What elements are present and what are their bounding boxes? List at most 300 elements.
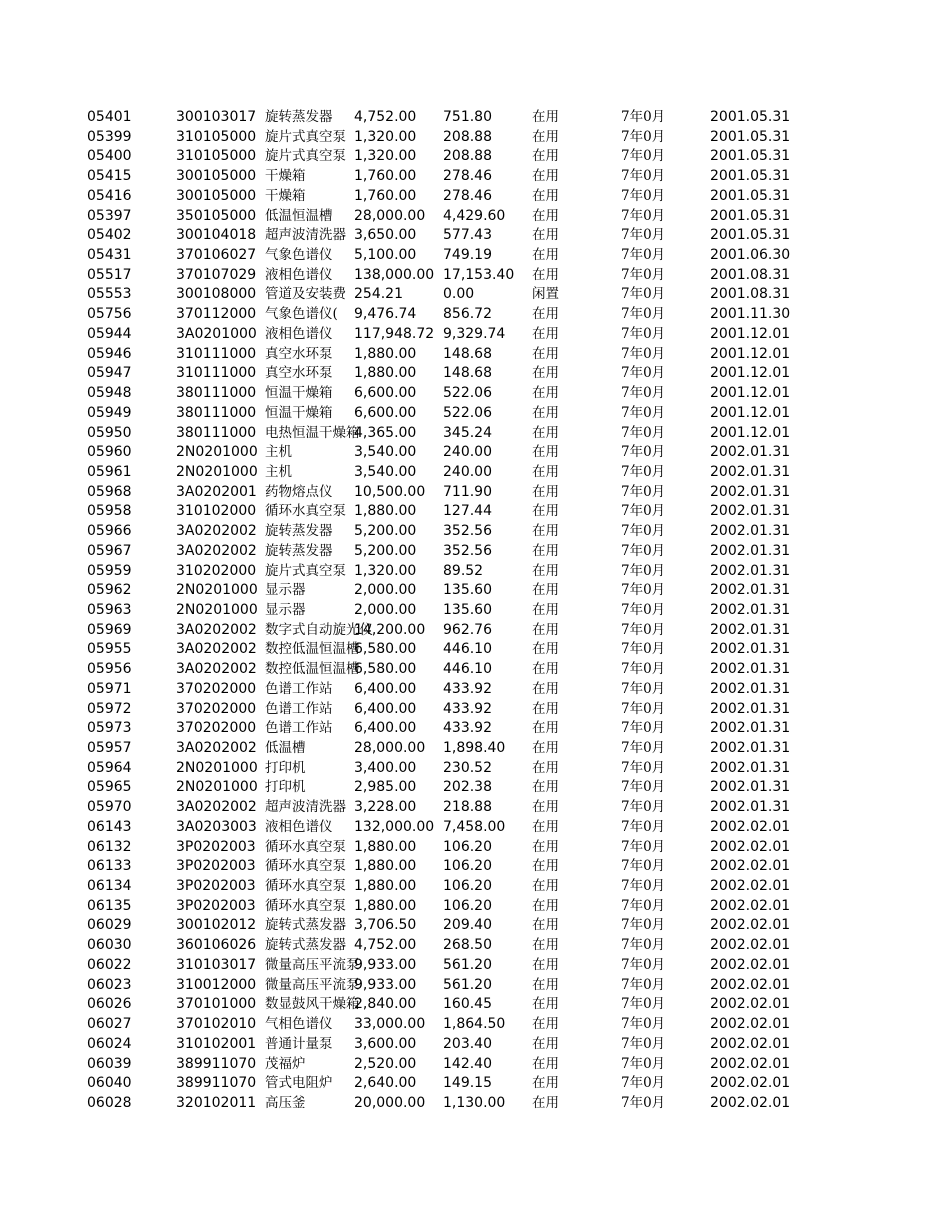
asset-id-cell: 06027 (87, 1016, 132, 1033)
status-cell: 在用 (532, 996, 559, 1013)
net-value-cell: 433.92 (443, 720, 492, 737)
net-value-cell: 106.20 (443, 897, 492, 914)
net-value-cell: 446.10 (443, 641, 492, 658)
category-code-cell: 370202000 (176, 680, 257, 697)
asset-id-cell: 05517 (87, 266, 132, 283)
category-code-cell: 310105000 (176, 128, 257, 145)
service-life-cell: 7年0月 (621, 1035, 666, 1052)
asset-id-cell: 06039 (87, 1055, 132, 1072)
net-value-cell: 106.20 (443, 878, 492, 895)
asset-name-cell: 恒温干燥箱 (265, 385, 333, 402)
date-cell: 2001.08.31 (710, 286, 791, 303)
service-life-cell: 7年0月 (621, 740, 666, 756)
asset-name-cell: 数显鼓风干燥箱 (265, 996, 360, 1013)
net-value-cell: 218.88 (443, 799, 492, 816)
service-life-cell: 7年0月 (621, 641, 666, 658)
status-cell: 在用 (532, 128, 559, 145)
category-code-cell: 389911070 (176, 1055, 257, 1072)
date-cell: 2001.05.31 (710, 168, 791, 185)
category-code-cell: 3P0202003 (176, 878, 256, 895)
date-cell: 2001.05.31 (710, 148, 791, 165)
status-cell: 在用 (532, 168, 559, 185)
category-code-cell: 300105000 (176, 168, 257, 185)
asset-name-cell: 茂福炉 (265, 1055, 306, 1072)
asset-id-cell: 05971 (87, 680, 132, 697)
service-life-cell: 7年0月 (621, 858, 666, 875)
net-value-cell: 561.20 (443, 976, 492, 993)
date-cell: 2002.02.01 (710, 956, 791, 973)
status-cell: 在用 (532, 680, 559, 697)
net-value-cell: 148.68 (443, 345, 492, 362)
status-cell: 在用 (532, 424, 559, 441)
original-value-cell: 3,400.00 (354, 759, 417, 776)
category-code-cell: 3P0202003 (176, 838, 256, 855)
service-life-cell: 7年0月 (621, 247, 666, 264)
service-life-cell: 7年0月 (621, 680, 666, 697)
asset-name-cell: 干燥箱 (265, 187, 306, 204)
category-code-cell: 3A0202002 (176, 661, 257, 678)
date-cell: 2002.01.31 (710, 483, 791, 500)
status-cell: 在用 (532, 661, 559, 678)
date-cell: 2002.02.01 (710, 1016, 791, 1033)
status-cell: 在用 (532, 207, 559, 224)
net-value-cell: 352.56 (443, 523, 492, 540)
category-code-cell: 380111000 (176, 385, 257, 402)
service-life-cell: 7年0月 (621, 1075, 666, 1092)
status-cell: 在用 (532, 503, 559, 520)
net-value-cell: 142.40 (443, 1055, 492, 1072)
service-life-cell: 7年0月 (621, 779, 666, 796)
status-cell: 在用 (532, 720, 559, 737)
status-cell: 在用 (532, 621, 559, 638)
original-value-cell: 2,000.00 (354, 601, 417, 618)
asset-name-cell: 色谱工作站 (265, 680, 333, 697)
original-value-cell: 2,520.00 (354, 1055, 417, 1072)
status-cell: 在用 (532, 799, 559, 816)
date-cell: 2002.01.31 (710, 621, 791, 638)
date-cell: 2002.01.31 (710, 799, 791, 816)
status-cell: 在用 (532, 858, 559, 875)
date-cell: 2002.02.01 (710, 937, 791, 954)
original-value-cell: 3,540.00 (354, 444, 417, 461)
asset-id-cell: 05399 (87, 128, 132, 145)
asset-name-cell: 循环水真空泵 (265, 503, 346, 520)
status-cell: 在用 (532, 601, 559, 618)
date-cell: 2002.02.01 (710, 996, 791, 1013)
asset-name-cell: 旋转蒸发器 (265, 109, 333, 125)
category-code-cell: 3A0202002 (176, 542, 257, 559)
asset-name-cell: 低温恒温槽 (265, 207, 333, 224)
service-life-cell: 7年0月 (621, 799, 666, 816)
asset-name-cell: 循环水真空泵 (265, 858, 346, 875)
status-cell: 在用 (532, 976, 559, 993)
original-value-cell: 1,760.00 (354, 168, 417, 185)
date-cell: 2002.01.31 (710, 720, 791, 737)
service-life-cell: 7年0月 (621, 109, 666, 125)
asset-name-cell: 旋片式真空泵 (265, 128, 346, 145)
service-life-cell: 7年0月 (621, 523, 666, 540)
original-value-cell: 4,752.00 (354, 937, 417, 954)
status-cell: 在用 (532, 759, 559, 776)
date-cell: 2002.01.31 (710, 503, 791, 520)
service-life-cell: 7年0月 (621, 956, 666, 973)
net-value-cell: 352.56 (443, 542, 492, 559)
date-cell: 2002.01.31 (710, 680, 791, 697)
status-cell: 在用 (532, 1055, 559, 1072)
original-value-cell: 3,600.00 (354, 1035, 417, 1052)
asset-name-cell: 管道及安装费 (265, 286, 346, 303)
net-value-cell: 446.10 (443, 661, 492, 678)
category-code-cell: 2N0201000 (176, 601, 258, 618)
asset-name-cell: 循环水真空泵 (265, 878, 346, 895)
category-code-cell: 320102011 (176, 1094, 257, 1111)
asset-name-cell: 微量高压平流泵 (265, 976, 360, 993)
category-code-cell: 2N0201000 (176, 759, 258, 776)
net-value-cell: 0.00 (443, 286, 475, 303)
date-cell: 2002.02.01 (710, 858, 791, 875)
category-code-cell: 389911070 (176, 1075, 257, 1092)
asset-id-cell: 05944 (87, 325, 132, 342)
service-life-cell: 7年0月 (621, 661, 666, 678)
asset-name-cell: 主机 (265, 444, 292, 461)
service-life-cell: 7年0月 (621, 404, 666, 421)
asset-id-cell: 05756 (87, 306, 132, 323)
asset-id-cell: 05946 (87, 345, 132, 362)
asset-name-cell: 旋片式真空泵 (265, 562, 346, 579)
asset-id-cell: 05969 (87, 621, 132, 638)
asset-id-cell: 05955 (87, 641, 132, 658)
net-value-cell: 278.46 (443, 187, 492, 204)
status-cell: 在用 (532, 444, 559, 461)
asset-name-cell: 电热恒温干燥箱 (265, 424, 360, 441)
service-life-cell: 7年0月 (621, 286, 666, 303)
category-code-cell: 3A0202002 (176, 641, 257, 658)
original-value-cell: 1,880.00 (354, 503, 417, 520)
net-value-cell: 577.43 (443, 227, 492, 244)
status-cell: 在用 (532, 266, 559, 283)
original-value-cell: 28,000.00 (354, 207, 426, 224)
original-value-cell: 1,320.00 (354, 562, 417, 579)
status-cell: 在用 (532, 878, 559, 895)
date-cell: 2002.02.01 (710, 1075, 791, 1092)
date-cell: 2001.12.01 (710, 424, 791, 441)
status-cell: 在用 (532, 365, 559, 382)
asset-id-cell: 05967 (87, 542, 132, 559)
service-life-cell: 7年0月 (621, 168, 666, 185)
asset-name-cell: 数字式自动旋光仪 (265, 621, 373, 638)
date-cell: 2001.12.01 (710, 404, 791, 421)
net-value-cell: 1,864.50 (443, 1016, 506, 1033)
date-cell: 2002.01.31 (710, 601, 791, 618)
asset-id-cell: 05964 (87, 759, 132, 776)
status-cell: 在用 (532, 956, 559, 973)
original-value-cell: 6,400.00 (354, 720, 417, 737)
asset-name-cell: 旋转蒸发器 (265, 523, 333, 540)
original-value-cell: 1,760.00 (354, 187, 417, 204)
category-code-cell: 370202000 (176, 720, 257, 737)
original-value-cell: 3,706.50 (354, 917, 417, 934)
original-value-cell: 9,933.00 (354, 976, 417, 993)
asset-name-cell: 气相色谱仪 (265, 1016, 333, 1033)
date-cell: 2002.02.01 (710, 1094, 791, 1111)
net-value-cell: 148.68 (443, 365, 492, 382)
status-cell: 在用 (532, 1035, 559, 1052)
asset-id-cell: 05402 (87, 227, 132, 244)
service-life-cell: 7年0月 (621, 759, 666, 776)
category-code-cell: 310103017 (176, 956, 257, 973)
category-code-cell: 310102000 (176, 503, 257, 520)
original-value-cell: 2,985.00 (354, 779, 417, 796)
date-cell: 2001.05.31 (710, 227, 791, 244)
status-cell: 在用 (532, 247, 559, 264)
original-value-cell: 1,880.00 (354, 897, 417, 914)
status-cell: 在用 (532, 542, 559, 559)
asset-name-cell: 高压釜 (265, 1094, 306, 1111)
category-code-cell: 370107029 (176, 266, 257, 283)
asset-name-cell: 色谱工作站 (265, 720, 333, 737)
net-value-cell: 4,429.60 (443, 207, 506, 224)
asset-name-cell: 恒温干燥箱 (265, 404, 333, 421)
net-value-cell: 160.45 (443, 996, 492, 1013)
asset-id-cell: 05968 (87, 483, 132, 500)
original-value-cell: 33,000.00 (354, 1016, 426, 1033)
service-life-cell: 7年0月 (621, 345, 666, 362)
status-cell: 在用 (532, 917, 559, 934)
net-value-cell: 962.76 (443, 621, 492, 638)
net-value-cell: 106.20 (443, 858, 492, 875)
status-cell: 在用 (532, 227, 559, 244)
date-cell: 2001.12.01 (710, 345, 791, 362)
net-value-cell: 522.06 (443, 385, 492, 402)
original-value-cell: 1,880.00 (354, 365, 417, 382)
status-cell: 在用 (532, 838, 559, 855)
service-life-cell: 7年0月 (621, 700, 666, 717)
net-value-cell: 749.19 (443, 247, 492, 264)
asset-id-cell: 06030 (87, 937, 132, 954)
asset-name-cell: 超声波清洗器 (265, 227, 346, 244)
original-value-cell: 14,200.00 (354, 621, 426, 638)
net-value-cell: 240.00 (443, 463, 492, 480)
net-value-cell: 208.88 (443, 148, 492, 165)
category-code-cell: 310105000 (176, 148, 257, 165)
service-life-cell: 7年0月 (621, 897, 666, 914)
category-code-cell: 360106026 (176, 937, 257, 954)
date-cell: 2001.12.01 (710, 325, 791, 342)
status-cell: 在用 (532, 641, 559, 658)
category-code-cell: 3A0203003 (176, 818, 257, 835)
net-value-cell: 561.20 (443, 956, 492, 973)
status-cell: 在用 (532, 325, 559, 342)
service-life-cell: 7年0月 (621, 444, 666, 461)
asset-name-cell: 旋转式蒸发器 (265, 937, 346, 954)
status-cell: 在用 (532, 1075, 559, 1092)
service-life-cell: 7年0月 (621, 128, 666, 145)
asset-id-cell: 05973 (87, 720, 132, 737)
asset-name-cell: 显示器 (265, 601, 306, 618)
status-cell: 在用 (532, 345, 559, 362)
service-life-cell: 7年0月 (621, 1055, 666, 1072)
status-cell: 在用 (532, 740, 559, 756)
original-value-cell: 9,476.74 (354, 306, 417, 323)
status-cell: 在用 (532, 779, 559, 796)
service-life-cell: 7年0月 (621, 976, 666, 993)
service-life-cell: 7年0月 (621, 148, 666, 165)
original-value-cell: 6,580.00 (354, 641, 417, 658)
service-life-cell: 7年0月 (621, 424, 666, 441)
status-cell: 闲置 (532, 286, 559, 303)
net-value-cell: 278.46 (443, 168, 492, 185)
original-value-cell: 2,640.00 (354, 1075, 417, 1092)
date-cell: 2001.12.01 (710, 385, 791, 402)
date-cell: 2002.02.01 (710, 818, 791, 835)
service-life-cell: 7年0月 (621, 621, 666, 638)
original-value-cell: 1,880.00 (354, 878, 417, 895)
category-code-cell: 370106027 (176, 247, 257, 264)
original-value-cell: 6,400.00 (354, 680, 417, 697)
date-cell: 2002.02.01 (710, 1035, 791, 1052)
category-code-cell: 370112000 (176, 306, 257, 323)
category-code-cell: 2N0201000 (176, 779, 258, 796)
category-code-cell: 300102012 (176, 917, 257, 934)
asset-name-cell: 液相色谱仪 (265, 325, 333, 342)
net-value-cell: 203.40 (443, 1035, 492, 1052)
asset-name-cell: 主机 (265, 463, 292, 480)
original-value-cell: 4,752.00 (354, 109, 417, 125)
original-value-cell: 138,000.00 (354, 266, 435, 283)
asset-id-cell: 05947 (87, 365, 132, 382)
category-code-cell: 310102001 (176, 1035, 257, 1052)
date-cell: 2001.05.31 (710, 128, 791, 145)
date-cell: 2002.01.31 (710, 759, 791, 776)
net-value-cell: 7,458.00 (443, 818, 506, 835)
status-cell: 在用 (532, 523, 559, 540)
asset-name-cell: 旋转式蒸发器 (265, 917, 346, 934)
net-value-cell: 433.92 (443, 700, 492, 717)
asset-id-cell: 05553 (87, 286, 132, 303)
category-code-cell: 380111000 (176, 424, 257, 441)
asset-name-cell: 低温槽 (265, 740, 306, 756)
category-code-cell: 370101000 (176, 996, 257, 1013)
net-value-cell: 209.40 (443, 917, 492, 934)
asset-id-cell: 06133 (87, 858, 132, 875)
category-code-cell: 3P0202003 (176, 858, 256, 875)
category-code-cell: 380111000 (176, 404, 257, 421)
status-cell: 在用 (532, 404, 559, 421)
date-cell: 2002.02.01 (710, 917, 791, 934)
status-cell: 在用 (532, 937, 559, 954)
original-value-cell: 9,933.00 (354, 956, 417, 973)
date-cell: 2002.01.31 (710, 562, 791, 579)
original-value-cell: 1,880.00 (354, 858, 417, 875)
asset-name-cell: 打印机 (265, 759, 306, 776)
category-code-cell: 310111000 (176, 365, 257, 382)
net-value-cell: 1,130.00 (443, 1094, 506, 1111)
service-life-cell: 7年0月 (621, 1016, 666, 1033)
service-life-cell: 7年0月 (621, 601, 666, 618)
original-value-cell: 254.21 (354, 286, 403, 303)
original-value-cell: 6,600.00 (354, 404, 417, 421)
original-value-cell: 2,840.00 (354, 996, 417, 1013)
net-value-cell: 522.06 (443, 404, 492, 421)
original-value-cell: 6,580.00 (354, 661, 417, 678)
asset-name-cell: 超声波清洗器 (265, 799, 346, 816)
asset-id-cell: 06028 (87, 1094, 132, 1111)
category-code-cell: 3A0202002 (176, 740, 257, 756)
asset-id-cell: 05415 (87, 168, 132, 185)
service-life-cell: 7年0月 (621, 227, 666, 244)
service-life-cell: 7年0月 (621, 385, 666, 402)
original-value-cell: 1,320.00 (354, 128, 417, 145)
asset-id-cell: 06132 (87, 838, 132, 855)
original-value-cell: 5,200.00 (354, 523, 417, 540)
service-life-cell: 7年0月 (621, 838, 666, 855)
net-value-cell: 127.44 (443, 503, 492, 520)
category-code-cell: 3A0202002 (176, 523, 257, 540)
service-life-cell: 7年0月 (621, 562, 666, 579)
net-value-cell: 268.50 (443, 937, 492, 954)
net-value-cell: 856.72 (443, 306, 492, 323)
original-value-cell: 5,100.00 (354, 247, 417, 264)
net-value-cell: 433.92 (443, 680, 492, 697)
service-life-cell: 7年0月 (621, 207, 666, 224)
service-life-cell: 7年0月 (621, 463, 666, 480)
date-cell: 2002.01.31 (710, 700, 791, 717)
original-value-cell: 6,600.00 (354, 385, 417, 402)
asset-name-cell: 循环水真空泵 (265, 838, 346, 855)
asset-id-cell: 05397 (87, 207, 132, 224)
asset-id-cell: 05959 (87, 562, 132, 579)
original-value-cell: 5,200.00 (354, 542, 417, 559)
original-value-cell: 20,000.00 (354, 1094, 426, 1111)
asset-name-cell: 数控低温恒温槽 (265, 661, 360, 678)
net-value-cell: 135.60 (443, 582, 492, 599)
original-value-cell: 3,650.00 (354, 227, 417, 244)
date-cell: 2002.01.31 (710, 740, 791, 756)
service-life-cell: 7年0月 (621, 503, 666, 520)
asset-id-cell: 06029 (87, 917, 132, 934)
category-code-cell: 370102010 (176, 1016, 257, 1033)
service-life-cell: 7年0月 (621, 187, 666, 204)
date-cell: 2002.02.01 (710, 1055, 791, 1072)
status-cell: 在用 (532, 463, 559, 480)
asset-id-cell: 05965 (87, 779, 132, 796)
asset-name-cell: 真空水环泵 (265, 365, 333, 382)
service-life-cell: 7年0月 (621, 996, 666, 1013)
original-value-cell: 3,228.00 (354, 799, 417, 816)
category-code-cell: 3A0202002 (176, 799, 257, 816)
status-cell: 在用 (532, 1016, 559, 1033)
status-cell: 在用 (532, 148, 559, 165)
status-cell: 在用 (532, 700, 559, 717)
service-life-cell: 7年0月 (621, 1094, 666, 1111)
original-value-cell: 1,880.00 (354, 838, 417, 855)
asset-name-cell: 液相色谱仪 (265, 266, 333, 283)
asset-id-cell: 06022 (87, 956, 132, 973)
category-code-cell: 3A0202001 (176, 483, 257, 500)
asset-name-cell: 旋片式真空泵 (265, 148, 346, 165)
asset-id-cell: 05401 (87, 109, 132, 125)
service-life-cell: 7年0月 (621, 720, 666, 737)
asset-id-cell: 05963 (87, 601, 132, 618)
original-value-cell: 28,000.00 (354, 740, 426, 756)
asset-name-cell: 显示器 (265, 582, 306, 599)
asset-name-cell: 普通计量泵 (265, 1035, 333, 1052)
date-cell: 2002.01.31 (710, 641, 791, 658)
asset-name-cell: 打印机 (265, 779, 306, 796)
asset-name-cell: 管式电阻炉 (265, 1075, 333, 1092)
asset-id-cell: 05958 (87, 503, 132, 520)
category-code-cell: 2N0201000 (176, 463, 258, 480)
